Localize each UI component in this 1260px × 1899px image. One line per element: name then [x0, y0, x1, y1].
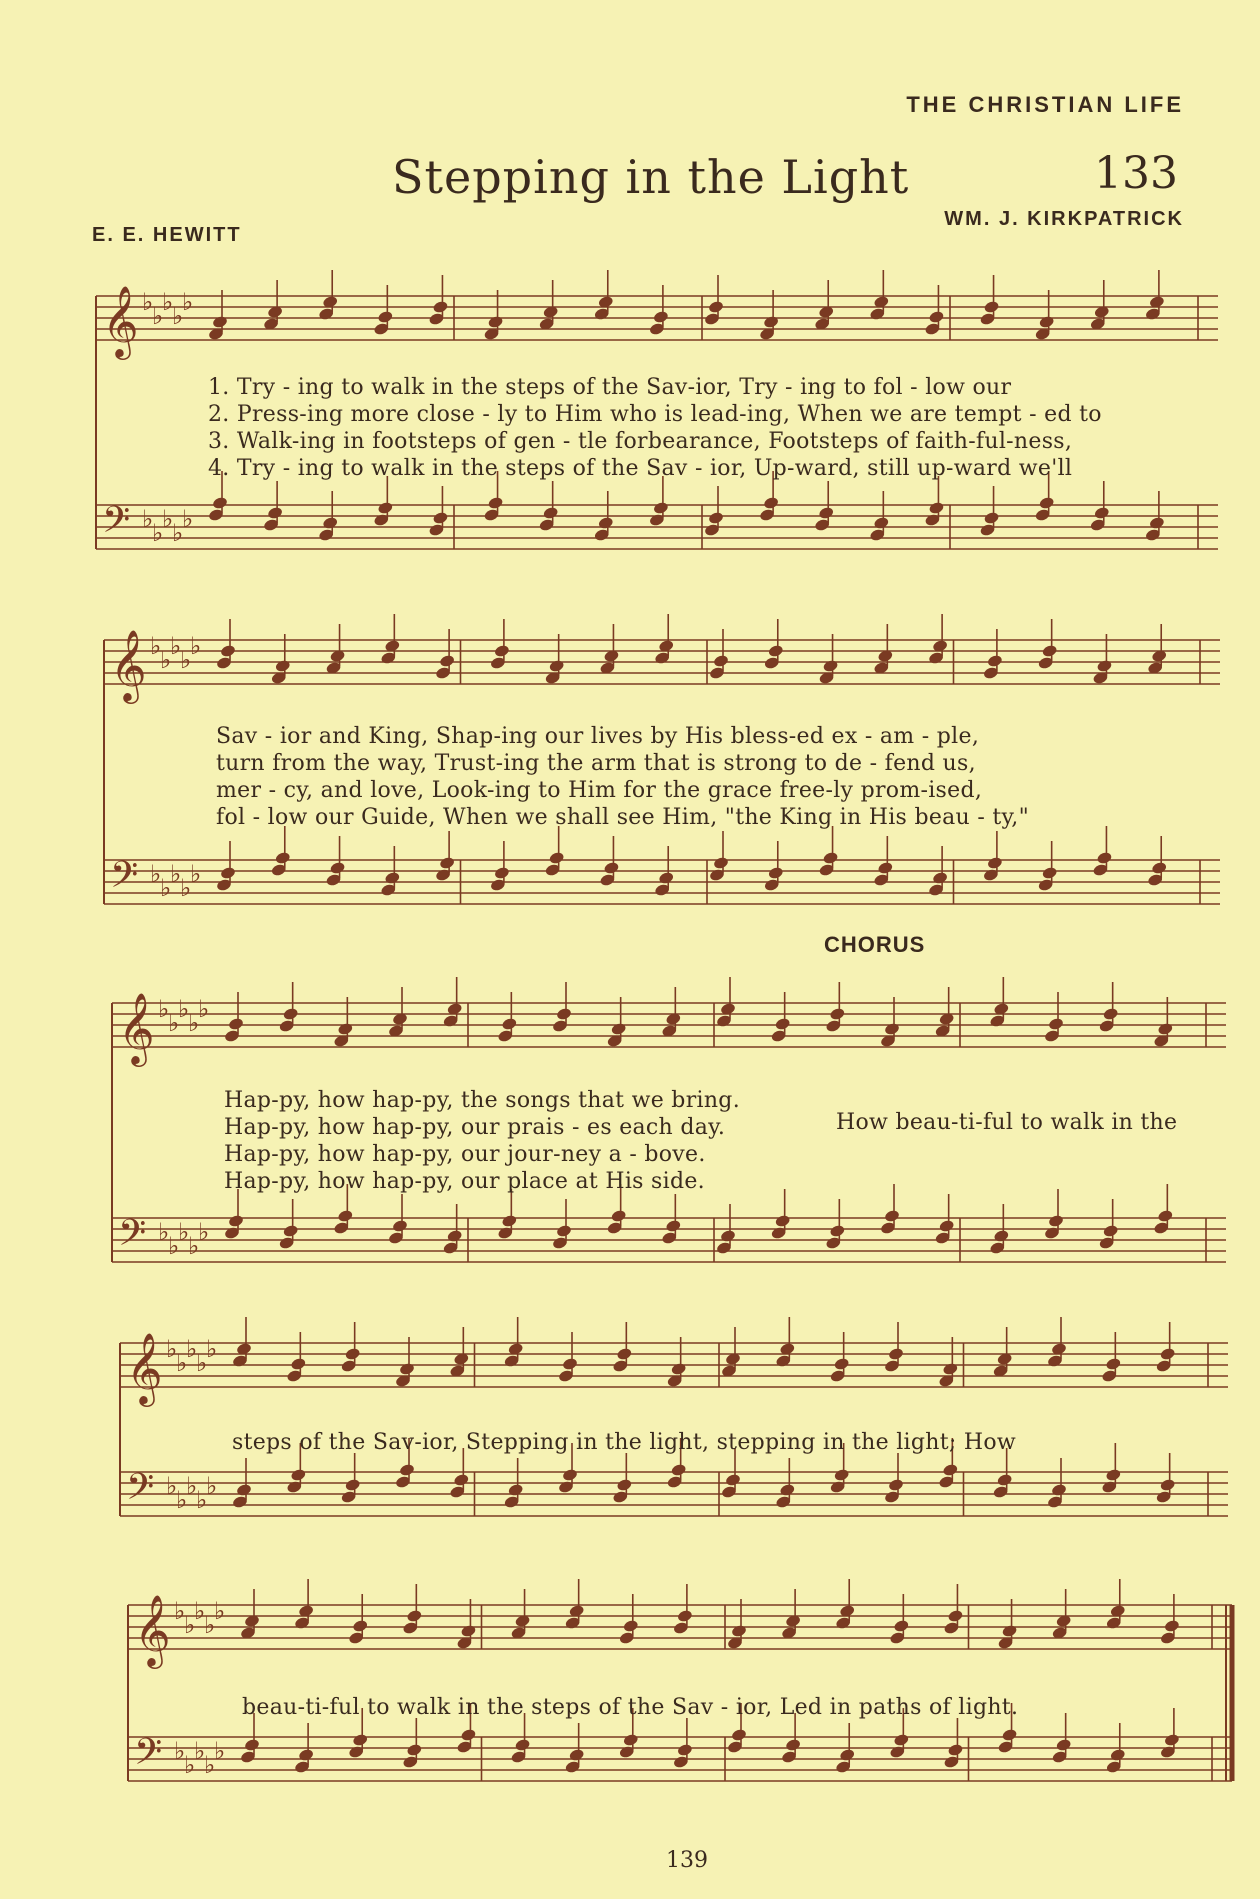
- note-head: [1048, 1017, 1065, 1031]
- bass-clef-icon: 𝄢: [134, 1731, 163, 1782]
- note-head: [833, 1468, 850, 1482]
- note-head: [1105, 1357, 1122, 1371]
- flat-icon: ♭: [168, 1232, 180, 1260]
- note-head: [622, 1619, 639, 1633]
- note-head: [763, 315, 780, 329]
- note-head: [298, 1748, 315, 1762]
- note-head: [779, 1483, 796, 1497]
- flat-icon: ♭: [206, 1472, 218, 1500]
- note-head: [942, 1362, 959, 1376]
- flat-icon: ♭: [142, 505, 154, 533]
- flat-icon: ♭: [180, 646, 192, 674]
- flat-icon: ♭: [190, 632, 202, 660]
- flat-icon: ♭: [158, 995, 170, 1023]
- note-head: [548, 851, 565, 865]
- note-head: [446, 1229, 463, 1243]
- note-head: [1157, 1209, 1174, 1223]
- verse-4-line-3: Hap-py, how hap-py, our place at His side.: [224, 1169, 705, 1194]
- note-head: [329, 861, 346, 875]
- note-head: [725, 1473, 742, 1487]
- note-head: [1038, 315, 1055, 329]
- note-head: [377, 310, 394, 324]
- note-head: [282, 1224, 299, 1238]
- note-head: [274, 659, 291, 673]
- note-head: [392, 1219, 409, 1233]
- flat-icon: ♭: [150, 860, 162, 888]
- verse-3-line-3: Hap-py, how hap-py, our jour-ney a - bove.: [224, 1142, 706, 1167]
- note-head: [282, 1007, 299, 1021]
- flat-icon: ♭: [160, 646, 172, 674]
- flat-icon: ♭: [204, 1751, 216, 1779]
- verse-3-line-1: 3. Walk-ing in footsteps of gen - tle forbearance, Footsteps of faith-ful-ness,: [208, 429, 1073, 454]
- verse-4-line-2: fol - low our Guide, When we shall see Him, "the King in His beau - ty,": [216, 805, 1030, 830]
- note-head: [888, 1478, 905, 1492]
- note-head: [432, 300, 449, 314]
- flat-icon: ♭: [176, 1486, 188, 1514]
- note-head: [713, 856, 730, 870]
- flat-icon: ♭: [174, 1737, 186, 1765]
- note-head: [1001, 1728, 1018, 1742]
- note-head: [938, 1219, 955, 1233]
- note-head: [833, 1357, 850, 1371]
- note-head: [884, 1209, 901, 1223]
- note-head: [487, 496, 504, 510]
- note-head: [677, 1609, 694, 1623]
- author-credit: E. E. HEWITT: [92, 224, 242, 246]
- verse-2-line-2: turn from the way, Trust-ing the arm that is strong to de - fend us,: [216, 751, 976, 776]
- note-head: [548, 659, 565, 673]
- note-head: [1159, 1478, 1176, 1492]
- note-head: [352, 1733, 369, 1747]
- note-head: [884, 1022, 901, 1036]
- flat-icon: ♭: [184, 1751, 196, 1779]
- flat-icon: ♭: [168, 1009, 180, 1037]
- flat-icon: ♭: [194, 1737, 206, 1765]
- note-head: [267, 506, 284, 520]
- bass-clef-icon: 𝄢: [110, 854, 139, 905]
- note-head: [1164, 1619, 1181, 1633]
- flat-icon: ♭: [162, 505, 174, 533]
- flat-icon: ♭: [142, 288, 154, 316]
- note-head: [244, 1738, 261, 1752]
- bass-clef-icon: 𝄢: [118, 1212, 147, 1263]
- note-head: [983, 511, 1000, 525]
- note-head: [322, 516, 339, 530]
- flat-icon: ♭: [188, 1009, 200, 1037]
- flat-icon: ♭: [150, 632, 162, 660]
- flat-icon: ♭: [182, 288, 194, 316]
- flat-icon: ♭: [158, 1218, 170, 1246]
- note-head: [731, 1624, 748, 1638]
- note-head: [996, 1473, 1013, 1487]
- note-head: [1157, 1022, 1174, 1036]
- note-head: [1041, 866, 1058, 880]
- flat-icon: ♭: [162, 288, 174, 316]
- note-head: [1055, 1738, 1072, 1752]
- note-head: [616, 1347, 633, 1361]
- note-head: [1105, 1468, 1122, 1482]
- note-head: [603, 861, 620, 875]
- note-head: [1048, 1214, 1065, 1228]
- note-head: [708, 511, 725, 525]
- note-head: [1038, 496, 1055, 510]
- note-head: [610, 1022, 627, 1036]
- chorus-label: CHORUS: [824, 932, 926, 957]
- flat-icon: ♭: [198, 1218, 210, 1246]
- note-head: [344, 1347, 361, 1361]
- treble-clef-icon: 𝄞: [126, 1331, 163, 1404]
- treble-clef-icon: 𝄞: [118, 991, 155, 1064]
- verse-1-line-1: 1. Try - ing to walk in the steps of the Sav-ior, Try - ing to fol - low our: [208, 375, 1012, 400]
- note-head: [720, 1229, 737, 1243]
- note-head: [1093, 506, 1110, 520]
- note-head: [928, 501, 945, 515]
- flat-icon: ♭: [152, 302, 164, 330]
- treble-clef-icon: 𝄞: [102, 284, 139, 357]
- note-head: [290, 1357, 307, 1371]
- flat-icon: ♭: [196, 1486, 208, 1514]
- note-head: [514, 1738, 531, 1752]
- note-head: [987, 654, 1004, 668]
- note-head: [708, 300, 725, 314]
- note-head: [670, 1463, 687, 1477]
- note-head: [785, 1738, 802, 1752]
- note-head: [731, 1728, 748, 1742]
- flat-icon: ♭: [176, 1349, 188, 1377]
- flat-icon: ♭: [152, 519, 164, 547]
- note-head: [1096, 659, 1113, 673]
- note-head: [507, 1483, 524, 1497]
- note-head: [610, 1209, 627, 1223]
- note-head: [1109, 1748, 1126, 1762]
- note-head: [1051, 1483, 1068, 1497]
- note-head: [487, 315, 504, 329]
- treble-clef-icon: 𝄞: [110, 628, 147, 701]
- note-head: [893, 1733, 910, 1747]
- flat-icon: ♭: [186, 1335, 198, 1363]
- note-head: [665, 1219, 682, 1233]
- flat-icon: ♭: [186, 1472, 198, 1500]
- note-head: [542, 506, 559, 520]
- note-head: [399, 1362, 416, 1376]
- verse-3-line-2: mer - cy, and love, Look-ing to Him for the grace free-ly prom-ised,: [216, 778, 983, 803]
- note-head: [677, 1743, 694, 1757]
- flat-icon: ♭: [174, 1597, 186, 1625]
- note-head: [228, 1214, 245, 1228]
- note-head: [616, 1478, 633, 1492]
- note-head: [460, 1624, 477, 1638]
- flat-icon: ♭: [198, 995, 210, 1023]
- note-head: [829, 1007, 846, 1021]
- note-head: [337, 1022, 354, 1036]
- verse-1-line-2: Sav - ior and King, Shap-ing our lives by His bless-ed ex - am - ple,: [216, 724, 980, 749]
- note-head: [399, 1463, 416, 1477]
- note-head: [236, 1483, 253, 1497]
- note-head: [993, 1229, 1010, 1243]
- chorus-line-2: steps of the Sav-ior, Stepping in the light, stepping in the light; How: [232, 1430, 1017, 1455]
- verse-2-line-1: 2. Press-ing more close - ly to Him who is lead-ing, When we are tempt - ed to: [208, 402, 1102, 427]
- note-head: [290, 1468, 307, 1482]
- verse-1-line-3: Hap-py, how hap-py, the songs that we bring.: [224, 1088, 740, 1113]
- note-head: [947, 1743, 964, 1757]
- note-head: [932, 871, 949, 885]
- flat-icon: ♭: [170, 860, 182, 888]
- note-head: [888, 1347, 905, 1361]
- flat-icon: ♭: [206, 1335, 218, 1363]
- note-head: [1102, 1224, 1119, 1238]
- flat-icon: ♭: [188, 1232, 200, 1260]
- flat-icon: ♭: [160, 874, 172, 902]
- note-head: [1151, 861, 1168, 875]
- flat-icon: ♭: [182, 505, 194, 533]
- flat-icon: ♭: [196, 1349, 208, 1377]
- hymn-title: Stepping in the Light: [392, 150, 910, 204]
- note-head: [568, 1748, 585, 1762]
- note-head: [352, 1619, 369, 1633]
- note-head: [494, 644, 511, 658]
- bass-clef-icon: 𝄢: [126, 1466, 155, 1517]
- note-head: [877, 861, 894, 875]
- note-head: [774, 1017, 791, 1031]
- chorus-line-3: beau-ti-ful to walk in the steps of the Sav - ior, Led in paths of light.: [242, 1695, 1019, 1720]
- note-head: [501, 1214, 518, 1228]
- note-head: [1001, 1624, 1018, 1638]
- note-head: [1159, 1347, 1176, 1361]
- note-head: [384, 871, 401, 885]
- flat-icon: ♭: [166, 1335, 178, 1363]
- flat-icon: ♭: [204, 1611, 216, 1639]
- section-label: THE CHRISTIAN LIFE: [906, 92, 1184, 117]
- note-head: [556, 1224, 573, 1238]
- flat-icon: ♭: [214, 1737, 226, 1765]
- flat-icon: ♭: [194, 1597, 206, 1625]
- note-head: [406, 1743, 423, 1757]
- bass-clef-icon: 𝄢: [102, 499, 131, 550]
- page-number: 139: [666, 1848, 708, 1873]
- note-head: [453, 1473, 470, 1487]
- note-head: [987, 856, 1004, 870]
- flat-icon: ♭: [172, 302, 184, 330]
- note-head: [501, 1017, 518, 1031]
- note-head: [1096, 851, 1113, 865]
- note-head: [1041, 644, 1058, 658]
- note-head: [228, 1017, 245, 1031]
- note-head: [1149, 516, 1166, 530]
- note-head: [653, 310, 670, 324]
- chorus-line-1: How beau-ti-ful to walk in the: [836, 1110, 1178, 1135]
- note-head: [212, 315, 229, 329]
- note-head: [337, 1209, 354, 1223]
- note-head: [763, 496, 780, 510]
- note-head: [562, 1357, 579, 1371]
- composer-credit: WM. J. KIRKPATRICK: [944, 208, 1184, 230]
- verse-4-line-1: 4. Try - ing to walk in the steps of the Sav - ior, Up-ward, still up-ward we'll: [208, 456, 1073, 481]
- note-head: [774, 1214, 791, 1228]
- note-head: [818, 506, 835, 520]
- flat-icon: ♭: [180, 874, 192, 902]
- note-head: [377, 501, 394, 515]
- note-head: [767, 866, 784, 880]
- note-head: [1102, 1007, 1119, 1021]
- treble-clef-icon: 𝄞: [134, 1593, 171, 1666]
- note-head: [829, 1224, 846, 1238]
- note-head: [713, 654, 730, 668]
- note-head: [928, 310, 945, 324]
- flat-icon: ♭: [170, 632, 182, 660]
- flat-icon: ♭: [214, 1597, 226, 1625]
- note-head: [658, 871, 675, 885]
- flat-icon: ♭: [178, 1218, 190, 1246]
- note-head: [822, 851, 839, 865]
- flat-icon: ♭: [172, 519, 184, 547]
- note-head: [622, 1733, 639, 1747]
- flat-icon: ♭: [190, 860, 202, 888]
- note-head: [822, 659, 839, 673]
- note-head: [947, 1609, 964, 1623]
- note-head: [220, 644, 237, 658]
- note-head: [1164, 1733, 1181, 1747]
- note-head: [432, 511, 449, 525]
- note-head: [767, 644, 784, 658]
- note-head: [893, 1619, 910, 1633]
- note-head: [653, 501, 670, 515]
- note-head: [983, 300, 1000, 314]
- note-head: [597, 516, 614, 530]
- note-head: [460, 1728, 477, 1742]
- note-head: [212, 496, 229, 510]
- note-head: [562, 1468, 579, 1482]
- note-head: [942, 1463, 959, 1477]
- note-head: [439, 856, 456, 870]
- hymn-number: 133: [1094, 148, 1178, 199]
- flat-icon: ♭: [178, 995, 190, 1023]
- verse-2-line-3: Hap-py, how hap-py, our prais - es each day.: [224, 1115, 726, 1140]
- flat-icon: ♭: [166, 1472, 178, 1500]
- note-head: [670, 1362, 687, 1376]
- note-head: [556, 1007, 573, 1021]
- note-head: [439, 654, 456, 668]
- note-head: [344, 1478, 361, 1492]
- note-head: [220, 866, 237, 880]
- note-head: [873, 516, 890, 530]
- note-head: [839, 1748, 856, 1762]
- note-head: [406, 1609, 423, 1623]
- flat-icon: ♭: [184, 1611, 196, 1639]
- note-head: [274, 851, 291, 865]
- note-head: [494, 866, 511, 880]
